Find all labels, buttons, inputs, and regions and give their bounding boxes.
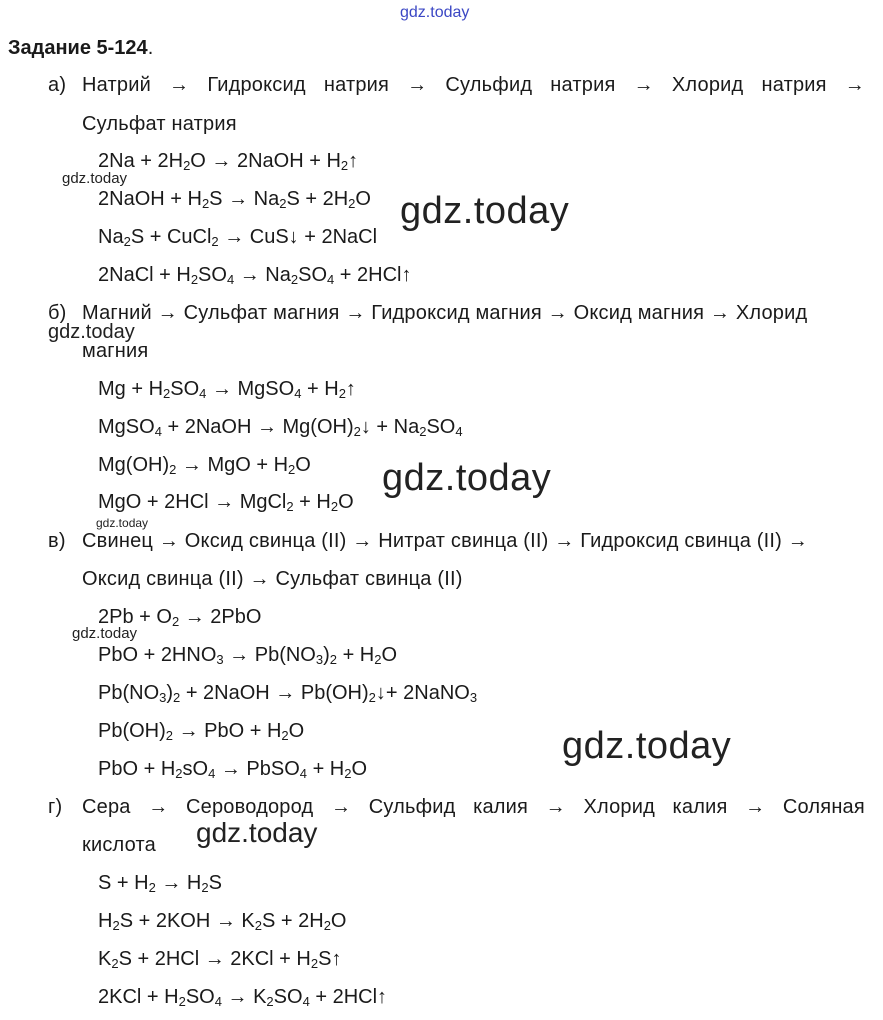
part-v-chain-line1: Свинец → Оксид свинца (II) → Нитрат свинца (II) → Гидроксид свинца (II) → — [82, 530, 808, 552]
equation-v5: PbO + $H_2sO_4$ → PbSO$_4$ + $H_2O$ — [98, 758, 368, 781]
chain-word: Соляная — [782, 796, 865, 818]
equation-b3: $Mg(OH)_2$ → MgO + $H_2O$ — [98, 454, 311, 477]
watermark-large: gdz.today — [562, 725, 732, 767]
equation-g4: $2KCl + H_2SO_4 \to K_2SO_4$ + 2HCl↑ — [98, 986, 388, 1009]
watermark-top: gdz.today — [400, 4, 470, 21]
watermark-small: gdz.today — [72, 625, 138, 642]
watermark-medium: gdz.today — [196, 817, 318, 848]
equation-v4: $Pb(OH)_2$ → PbO + $H_2O$ — [98, 720, 305, 743]
chain-word: Сульфид — [368, 796, 456, 818]
part-a-label: а) — [48, 74, 67, 96]
part-g-chain-line2: кислота — [82, 834, 156, 856]
arrow-symbol: → — [407, 74, 428, 96]
chain-word: натрия — [761, 74, 827, 96]
chain-word: Гидроксид — [207, 74, 306, 96]
part-a-chain-line1 — [82, 74, 865, 97]
equation-v1: $2Pb + O_2 \to 2PbO$ — [98, 606, 262, 629]
part-g-label: г) — [48, 796, 63, 818]
chain-word: Сульфид — [445, 74, 533, 96]
task-title-dot: . — [147, 37, 154, 59]
equation-b4: MgO + 2HCl → MgCl$_2$ + $H_2O$ — [98, 491, 354, 514]
equation-g2: $H_2S + 2KOH \to K_2S + 2H_2O$ — [98, 910, 347, 933]
watermark-large: gdz.today — [400, 190, 570, 232]
chain-word: натрия — [323, 74, 390, 96]
equation-a3: $Na_2S$ + CuCl$_2$ → CuS↓ + 2NaCl — [98, 226, 378, 249]
arrow-symbol: → — [148, 796, 169, 818]
part-b-chain-line1: Магний → Сульфат магния → Гидроксид магния → Оксид магния → Хлорид — [82, 302, 808, 324]
part-v-label: в) — [48, 530, 66, 552]
equation-a4: 2NaCl + $H_2SO_4 \to Na_2SO_4$ + 2HCl↑ — [98, 264, 412, 287]
equation-a1: $2Na + 2H_2O$ → 2NaOH + $H_2↑$ — [98, 150, 359, 173]
part-b-label: б) — [48, 302, 67, 324]
part-a-chain-line2: Сульфат натрия — [82, 113, 237, 135]
task-title-text: Задание 5-124 — [8, 37, 148, 59]
part-g-chain-line1 — [82, 796, 865, 819]
equation-b2: MgSO$_4$ + 2NaOH → $Mg(OH)_2↓ + Na_2SO_4$ — [98, 416, 463, 439]
watermark-large: gdz.today — [382, 457, 552, 499]
watermark-tiny: gdz.today — [96, 516, 149, 530]
equation-g3: $K_2S + 2HCl \to 2KCl$ + $H_2S↑$ — [98, 948, 342, 971]
chain-word: Хлорид — [671, 74, 744, 96]
part-v-chain-line2: Оксид свинца (II) → Сульфат свинца (II) — [82, 568, 463, 590]
arrow-symbol: → — [169, 74, 190, 96]
chain-word: Сера — [82, 796, 131, 818]
equation-v2: PbO + $2HNO_3 \to Pb(NO_3)_2 + H_2O$ — [98, 644, 398, 667]
task-title — [8, 37, 153, 60]
equation-g1: $S + H_2 \to H_2S$ — [98, 872, 222, 895]
arrow-symbol: → — [844, 74, 865, 96]
arrow-symbol: → — [330, 796, 352, 818]
part-b-chain-line2: магния — [82, 340, 149, 362]
equation-v3: $Pb(NO_3)_2$ + 2NaOH → $Pb(OH)_2↓+$ 2NaNO$_3$ — [98, 682, 478, 705]
chain-word: натрия — [550, 74, 616, 96]
watermark-medium: gdz.today — [48, 321, 135, 343]
arrow-symbol: → — [745, 796, 766, 818]
equation-a2: 2NaOH + $H_2S \to Na_2S + 2H_2O$ — [98, 188, 371, 211]
chain-word: калия — [473, 796, 529, 818]
chain-word: Натрий — [82, 74, 151, 96]
chain-word: Хлорид — [583, 796, 655, 818]
arrow-symbol: → — [545, 796, 566, 818]
chain-word: калия — [672, 796, 728, 818]
chain-word: Сероводород — [185, 796, 314, 818]
arrow-symbol: → — [633, 74, 654, 96]
equation-b1: $Mg + H_2SO_4$ → MgSO$_4$ + $H_2↑$ — [98, 378, 356, 401]
watermark-small: gdz.today — [62, 170, 128, 187]
